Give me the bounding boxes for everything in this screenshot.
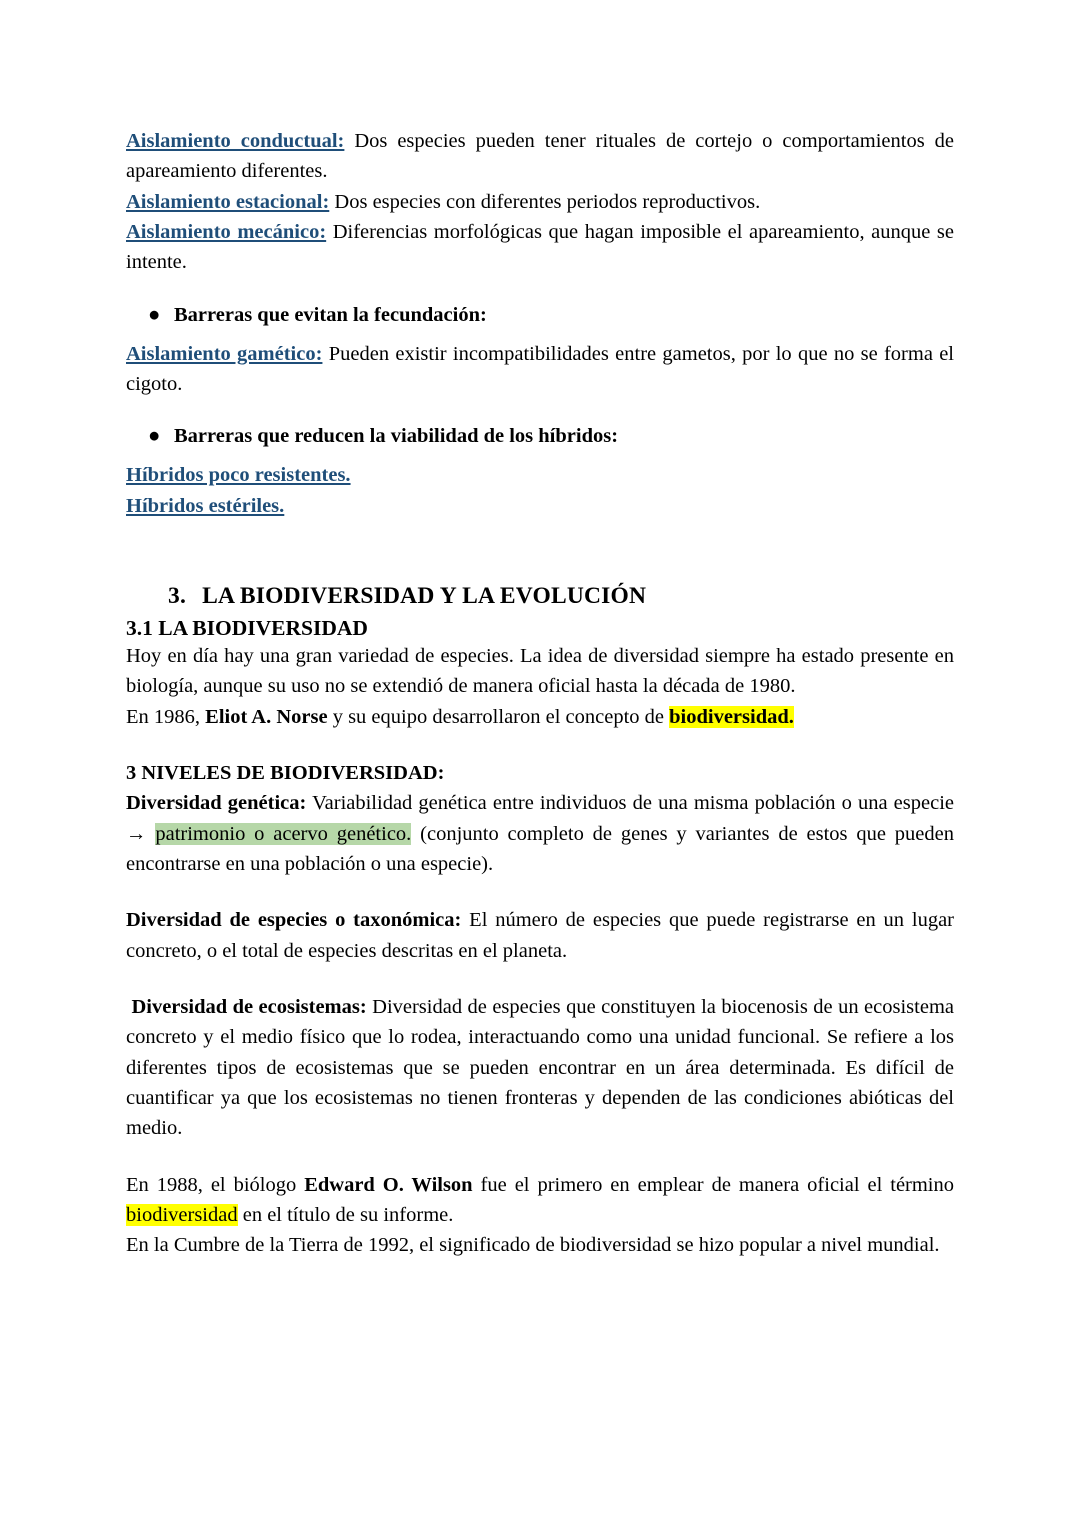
term-aislamiento-mecanico: Aislamiento mecánico: <box>126 220 327 243</box>
wilson-pre: En 1988, el biólogo <box>126 1173 305 1196</box>
term-aislamiento-conductual: Aislamiento conductual: <box>126 130 345 152</box>
term-aislamiento-gametico-text: Pueden existir incompatibilidades entre gametos, por lo que no se forma el cigoto. <box>126 342 954 395</box>
level-ecosistemas <box>126 992 954 1144</box>
section-number: 3. <box>168 582 187 609</box>
bullet-hibridos <box>148 425 954 448</box>
level-especies <box>126 905 954 966</box>
term-paragraph-estacional <box>126 187 954 217</box>
norse-pre: En 1986, <box>126 705 206 728</box>
level-especies-term: Diversidad de especies o taxonómica: <box>126 909 462 932</box>
section-title-text: LA BIODIVERSIDAD Y LA EVOLUCIÓN <box>202 582 647 609</box>
levels-heading <box>126 758 954 788</box>
norse-name: Eliot A. Norse <box>205 705 328 728</box>
wilson-post: en el título de su informe. <box>237 1203 454 1226</box>
bullet-fecundacion <box>148 303 954 327</box>
bullet-fecundacion-label: Barreras que evitan la fecundación: <box>174 303 487 326</box>
term-aislamiento-gametico: Aislamiento gamético: <box>126 342 323 365</box>
bullet-dot-icon: ● <box>148 303 161 326</box>
subsection-title: 3.1 LA BIODIVERSIDAD <box>126 615 368 640</box>
norse-mid: y su equipo desarrollaron el concepto de <box>327 705 670 728</box>
level-genetica-text-post: (conjunto completo de genes y variantes de estos que pueden encontrarse en una población o una especie). <box>126 822 955 875</box>
term-aislamiento-mecanico-text: Diferencias morfológicas que hagan imposible el apareamiento, aunque se intente. <box>126 220 954 274</box>
section-title <box>168 583 954 610</box>
level-genetica <box>126 788 954 879</box>
levels-heading-wrap <box>126 758 954 788</box>
hibrido-item-2 <box>126 491 954 521</box>
level-especies-text: El número de especies que puede registrarse en un lugar concreto, o el total de especies descritas en el planeta. <box>126 909 955 962</box>
bullet-dot-icon-2: ● <box>148 425 161 448</box>
prezygotic-barriers-block <box>126 126 954 278</box>
level-genetica-paragraph <box>126 788 954 879</box>
paragraph-biodiversidad-2 <box>126 702 954 732</box>
wilson-name: Edward O. Wilson <box>304 1173 473 1196</box>
term-paragraph-conductual <box>126 126 954 187</box>
wilson-paragraph <box>126 1170 954 1231</box>
level-genetica-text-pre: Variabilidad genética entre individuos de una misma población o una especie → <box>126 792 954 845</box>
levels-heading-text: 3 NIVELES DE BIODIVERSIDAD: <box>126 761 445 784</box>
level-ecosistemas-term: Diversidad de ecosistemas: <box>131 995 367 1018</box>
highlight-patrimonio-genetico: patrimonio o acervo genético. <box>155 822 412 845</box>
hibridos-esteriles: Híbridos estériles. <box>126 494 285 517</box>
biodiversidad-intro <box>126 641 954 732</box>
term-aislamiento-estacional-text: Dos especies con diferentes periodos reproductivos. <box>329 190 761 213</box>
hibrido-item-1 <box>126 460 954 490</box>
level-ecosistemas-text: Diversidad de especies que constituyen la biocenosis de un ecosistema concreto y el medio físico que lo rodea, interactuando como una unidad funcional. Se refiere a los diferentes tipos de ecosistemas que se pueden encontrar en un área determinada. Es difícil de cuantificar ya que los ecosistemas no tienen fronteras y dependen de las condiciones abióticas del medio. <box>126 995 954 1140</box>
level-genetica-term: Diversidad genética: <box>126 792 307 815</box>
term-aislamiento-conductual-text: Dos especies pueden tener rituales de cortejo o comportamientos de apareamiento diferentes. <box>126 130 954 183</box>
cumbre-paragraph: En la Cumbre de la Tierra de 1992, el significado de biodiversidad se hizo popular a nivel mundial. <box>126 1234 940 1257</box>
hibridos-list <box>126 460 954 521</box>
paragraph-biodiversidad-1: Hoy en día hay una gran variedad de especies. La idea de diversidad siempre ha estado presente en biología, aunque su uso no se extendió de manera oficial hasta la década de 1980. <box>126 644 954 698</box>
bullet-hibridos-label: Barreras que reducen la viabilidad de los híbridos: <box>174 425 619 448</box>
level-ecosistemas-paragraph <box>126 992 954 1144</box>
wilson-mid: fue el primero en emplear de manera oficial el término <box>472 1173 955 1196</box>
term-paragraph-mecanico <box>126 217 954 278</box>
level-especies-paragraph <box>126 905 954 966</box>
gametic-block <box>126 339 954 400</box>
wilson-block <box>126 1170 954 1261</box>
term-aislamiento-estacional: Aislamiento estacional: <box>126 190 330 213</box>
highlight-biodiversidad-2: biodiversidad <box>126 1203 238 1226</box>
hibridos-poco-resistentes: Híbridos poco resistentes. <box>126 464 351 487</box>
highlight-biodiversidad-1: biodiversidad. <box>669 705 794 728</box>
term-paragraph-gametico <box>126 339 954 400</box>
